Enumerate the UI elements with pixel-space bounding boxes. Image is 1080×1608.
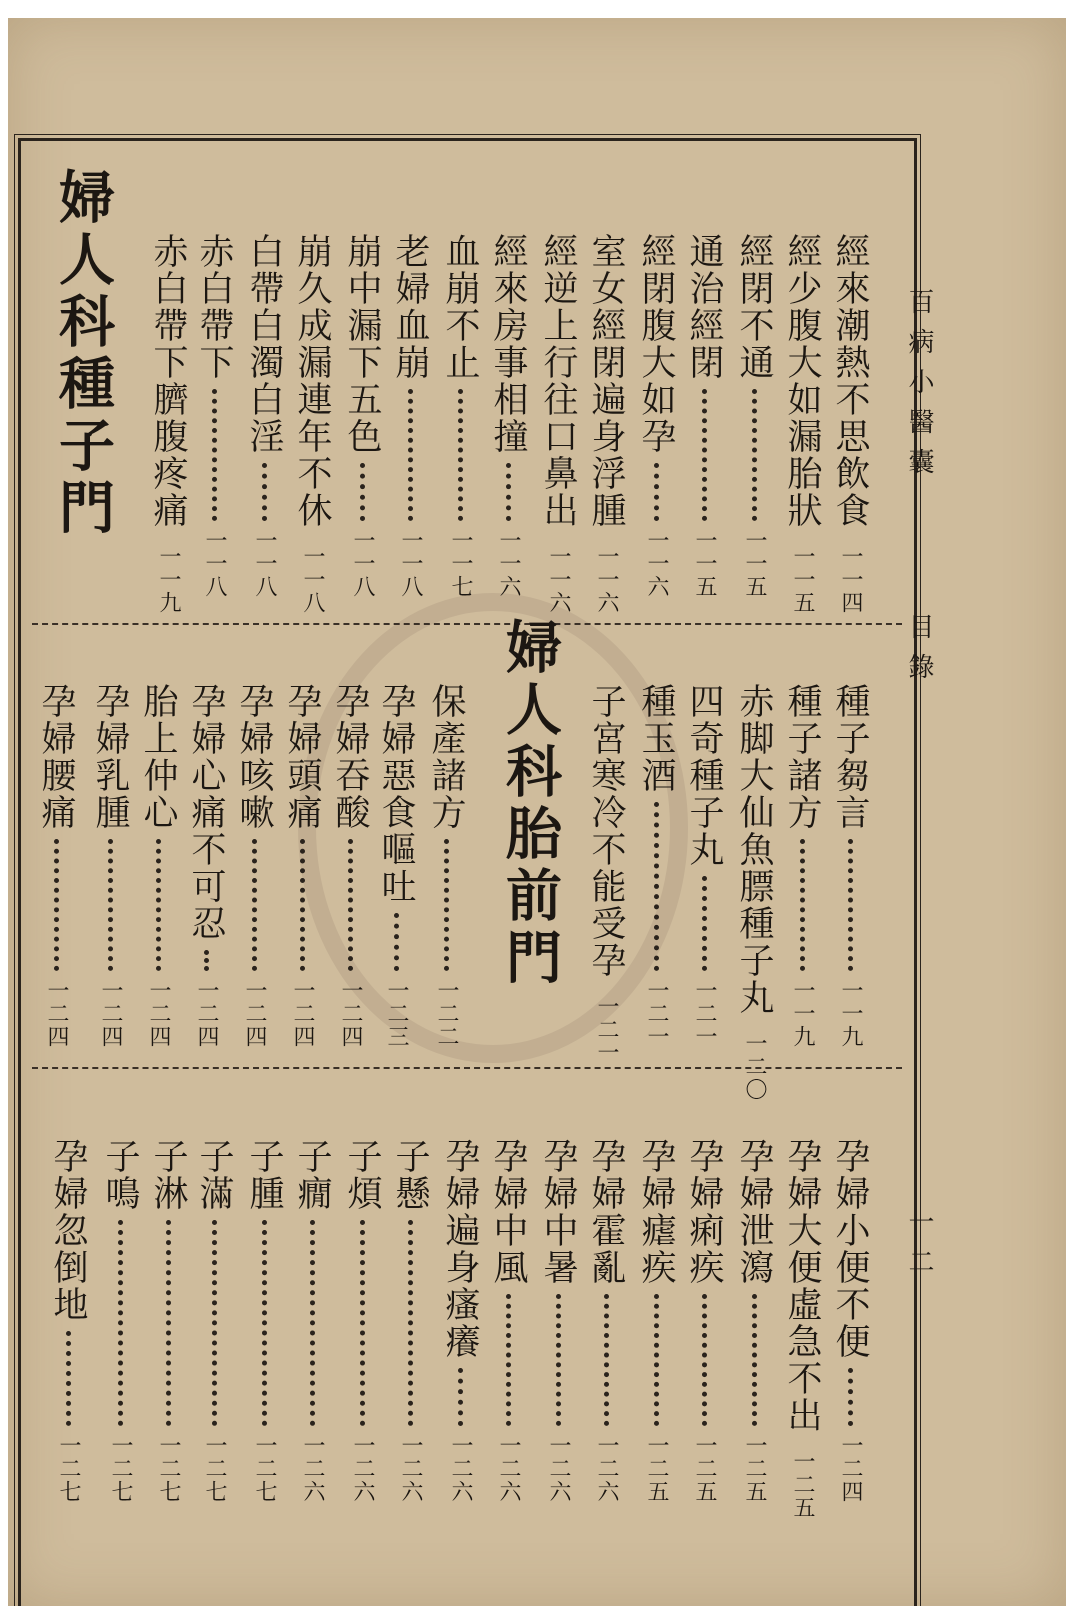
toc-entry-page: 一二七	[252, 1434, 277, 1503]
toc-leader-dots	[604, 1294, 609, 1426]
toc-entry	[536, 233, 580, 614]
section-heading-prenatal: 婦人科胎前門	[497, 618, 563, 990]
toc-entry-page: 一一六	[546, 545, 571, 614]
toc-leader-dots	[204, 950, 209, 971]
toc-entry	[682, 1138, 726, 1503]
toc-leader-dots	[360, 463, 365, 521]
toc-entry	[486, 233, 530, 598]
section-divider-2	[32, 1067, 902, 1069]
toc-entry-title: 室女經閉遍身浮腫	[586, 233, 626, 529]
toc-entry-title: 子癇	[292, 1138, 332, 1212]
toc-entry	[388, 1138, 432, 1503]
toc-entry-page: 一一八	[252, 529, 277, 598]
toc-entry-title: 子懸	[390, 1138, 430, 1212]
toc-entry-page: 一一七	[448, 529, 473, 598]
toc-entry	[184, 683, 228, 1048]
toc-entry	[34, 683, 78, 1048]
toc-leader-dots	[702, 876, 707, 971]
toc-entry-title: 孕婦頭痛	[282, 683, 322, 831]
toc-entry	[242, 1138, 286, 1503]
toc-entry	[290, 233, 334, 614]
toc-entry-title: 孕婦惡食嘔吐	[376, 683, 416, 905]
toc-leader-dots	[458, 389, 463, 521]
toc-leader-dots	[300, 839, 305, 971]
toc-leader-dots	[556, 1294, 561, 1426]
toc-entry	[828, 1138, 872, 1503]
toc-entry	[438, 233, 482, 598]
toc-entry-page: 一一六	[644, 529, 669, 598]
toc-entry-page: 一二五	[742, 1434, 767, 1503]
toc-entry-page: 一二四	[98, 979, 123, 1048]
toc-leader-dots	[654, 1294, 659, 1426]
toc-entry-page: 一二六	[448, 1434, 473, 1503]
toc-entry-title: 孕婦乳腫	[90, 683, 130, 831]
toc-entry	[732, 1138, 776, 1503]
toc-entry-title: 子煩	[342, 1138, 382, 1212]
toc-entry-title: 孕婦吞酸	[330, 683, 370, 831]
toc-leader-dots	[848, 839, 853, 971]
toc-entry	[682, 683, 726, 1048]
toc-entry-page: 一一九	[790, 979, 815, 1048]
toc-entry	[328, 683, 372, 1048]
toc-leader-dots	[108, 839, 113, 971]
toc-entry-title: 崩中漏下五色	[342, 233, 382, 455]
toc-entry-page: 一二四	[146, 979, 171, 1048]
toc-entry-page: 一二二	[434, 979, 459, 1048]
toc-leader-dots	[702, 1294, 707, 1426]
toc-entry-title: 孕婦中風	[488, 1138, 528, 1286]
toc-entry-page: 一二六	[398, 1434, 423, 1503]
toc-leader-dots	[394, 913, 399, 971]
toc-entry	[290, 1138, 334, 1503]
toc-entry-title: 四奇種子丸	[684, 683, 724, 868]
toc-entry-title: 孕婦腰痛	[36, 683, 76, 831]
toc-entry-title: 種子芻言	[830, 683, 870, 831]
toc-entry	[682, 233, 726, 598]
toc-entry	[280, 683, 324, 1048]
toc-entry-page: 一二七	[202, 1434, 227, 1503]
toc-entry-page: 一一四	[838, 545, 863, 614]
toc-leader-dots	[212, 1220, 217, 1426]
toc-leader-dots	[262, 1220, 267, 1426]
toc-entry-title: 子鳴	[100, 1138, 140, 1212]
toc-leader-dots	[54, 839, 59, 971]
toc-entry-title: 孕婦小便不便	[830, 1138, 870, 1360]
toc-entry-page: 一二六	[350, 1434, 375, 1503]
toc-entry-page: 一二四	[242, 979, 267, 1048]
section-heading-fertility: 婦人科種子門	[50, 168, 116, 540]
toc-entry	[146, 233, 190, 614]
toc-entry-title: 子淋	[148, 1138, 188, 1212]
toc-entry	[780, 683, 824, 1048]
toc-entry-page: 一一九	[838, 979, 863, 1048]
toc-entry	[634, 683, 678, 1048]
toc-entry-page: 一二〇	[742, 1032, 767, 1101]
toc-entry	[732, 233, 776, 598]
toc-entry-title: 經閉不通	[734, 233, 774, 381]
toc-entry-page: 一二一	[692, 979, 717, 1048]
toc-leader-dots	[408, 1220, 413, 1426]
toc-leader-dots	[752, 389, 757, 521]
toc-entry-page: 一二七	[108, 1434, 133, 1503]
toc-entry	[780, 233, 824, 614]
toc-leader-dots	[212, 389, 217, 521]
toc-entry-title: 赤白帶下	[194, 233, 234, 381]
toc-entry-page: 一一五	[742, 529, 767, 598]
toc-entry-title: 經少腹大如漏胎狀	[782, 233, 822, 529]
toc-leader-dots	[848, 1368, 853, 1426]
toc-entry	[192, 233, 236, 598]
toc-entry-page: 一二四	[338, 979, 363, 1048]
toc-entry-page: 一二四	[838, 1434, 863, 1503]
toc-entry	[584, 233, 628, 614]
toc-entry-title: 孕婦忽倒地	[48, 1138, 88, 1323]
toc-entry-title: 經來房事相撞	[488, 233, 528, 455]
toc-leader-dots	[360, 1220, 365, 1426]
toc-entry	[828, 233, 872, 614]
toc-entry-title: 子滿	[194, 1138, 234, 1212]
toc-leader-dots	[262, 463, 267, 521]
toc-entry	[438, 1138, 482, 1503]
toc-entry	[146, 1138, 190, 1503]
toc-entry-title: 種玉酒	[636, 683, 676, 794]
toc-entry-title: 孕婦心痛不可忍	[186, 683, 226, 942]
toc-entry	[340, 233, 384, 598]
toc-leader-dots	[408, 389, 413, 521]
toc-entry-page: 一二一	[594, 995, 619, 1064]
toc-entry-page: 一二七	[56, 1434, 81, 1503]
toc-entry-page: 一二四	[194, 979, 219, 1048]
toc-leader-dots	[156, 839, 161, 971]
book-title: 百病小醫囊	[904, 288, 934, 488]
toc-entry	[88, 683, 132, 1048]
toc-entry-title: 種子諸方	[782, 683, 822, 831]
toc-entry	[46, 1138, 90, 1503]
toc-entry-page: 一二六	[496, 1434, 521, 1503]
toc-leader-dots	[752, 1294, 757, 1426]
toc-entry-page: 一二四	[44, 979, 69, 1048]
toc-entry	[780, 1138, 824, 1519]
toc-leader-dots	[702, 389, 707, 521]
toc-leader-dots	[654, 463, 659, 521]
toc-entry-title: 孕婦遍身瘙癢	[440, 1138, 480, 1360]
toc-entry-title: 經來潮熱不思飲食	[830, 233, 870, 529]
toc-entry-page: 一二五	[790, 1450, 815, 1519]
toc-entry-title: 赤白帶下臍腹疼痛	[148, 233, 188, 529]
section-divider-1	[32, 623, 902, 625]
toc-entry	[424, 683, 468, 1048]
toc-leader-dots	[348, 839, 353, 971]
toc-entry-title: 老婦血崩	[390, 233, 430, 381]
toc-entry	[242, 233, 286, 598]
toc-entry-page: 一一八	[350, 529, 375, 598]
toc-entry-page: 一二四	[290, 979, 315, 1048]
book-page	[8, 18, 1066, 1606]
toc-leader-dots	[506, 463, 511, 521]
toc-entry-page: 一二六	[546, 1434, 571, 1503]
toc-entry	[388, 233, 432, 598]
toc-leader-dots	[654, 802, 659, 971]
toc-entry-title: 經逆上行往口鼻出	[538, 233, 578, 529]
toc-entry-page: 一一五	[692, 529, 717, 598]
toc-entry-page: 一一八	[202, 529, 227, 598]
toc-leader-dots	[458, 1368, 463, 1426]
toc-leader-dots	[310, 1220, 315, 1426]
toc-entry-title: 赤脚大仙魚膘種子丸	[734, 683, 774, 1016]
toc-leader-dots	[506, 1294, 511, 1426]
toc-leader-dots	[252, 839, 257, 971]
toc-entry-title: 孕婦瘧疾	[636, 1138, 676, 1286]
toc-entry	[486, 1138, 530, 1503]
section-label: 目錄	[904, 613, 934, 693]
toc-entry-page: 一二三	[384, 979, 409, 1048]
toc-entry	[584, 683, 628, 1064]
toc-entry-title: 經閉腹大如孕	[636, 233, 676, 455]
toc-leader-dots	[166, 1220, 171, 1426]
toc-entry-title: 子腫	[244, 1138, 284, 1212]
toc-entry-page: 一一六	[496, 529, 521, 598]
toc-entry	[192, 1138, 236, 1503]
toc-entry-title: 白帶白濁白淫	[244, 233, 284, 455]
toc-leader-dots	[444, 839, 449, 971]
toc-entry-title: 孕婦中暑	[538, 1138, 578, 1286]
toc-entry	[136, 683, 180, 1048]
toc-entry	[340, 1138, 384, 1503]
toc-entry-title: 血崩不止	[440, 233, 480, 381]
toc-entry-page: 一一六	[594, 545, 619, 614]
toc-entry	[634, 233, 678, 598]
toc-entry-title: 孕婦大便虛急不出	[782, 1138, 822, 1434]
toc-entry-title: 孕婦咳嗽	[234, 683, 274, 831]
toc-entry-title: 孕婦痢疾	[684, 1138, 724, 1286]
toc-entry	[828, 683, 872, 1048]
toc-entry-title: 孕婦泄瀉	[734, 1138, 774, 1286]
toc-entry-title: 子宮寒冷不能受孕	[586, 683, 626, 979]
toc-entry-page: 一二六	[594, 1434, 619, 1503]
toc-entry-title: 孕婦霍亂	[586, 1138, 626, 1286]
toc-entry	[374, 683, 418, 1048]
toc-entry	[98, 1138, 142, 1503]
toc-entry-page: 一一八	[398, 529, 423, 598]
toc-leader-dots	[66, 1331, 71, 1426]
toc-leader-dots	[800, 839, 805, 971]
toc-entry-page: 一二六	[300, 1434, 325, 1503]
toc-entry	[584, 1138, 628, 1503]
toc-entry-page: 一二一	[644, 979, 669, 1048]
toc-entry	[732, 683, 776, 1101]
toc-entry-title: 通治經閉	[684, 233, 724, 381]
toc-entry-page: 一二五	[692, 1434, 717, 1503]
toc-entry-title: 保產諸方	[426, 683, 466, 831]
toc-entry-title: 崩久成漏連年不休	[292, 233, 332, 529]
toc-entry	[232, 683, 276, 1048]
toc-entry-page: 一二七	[156, 1434, 181, 1503]
toc-entry	[634, 1138, 678, 1503]
toc-entry-page: 一一八	[300, 545, 325, 614]
toc-entry	[536, 1138, 580, 1503]
toc-entry-page: 一二五	[644, 1434, 669, 1503]
toc-entry-page: 一一五	[790, 545, 815, 614]
toc-leader-dots	[118, 1220, 123, 1426]
toc-entry-page: 一一九	[156, 545, 181, 614]
page-number: 一二	[904, 1208, 934, 1288]
toc-entry-title: 胎上仲心	[138, 683, 178, 831]
